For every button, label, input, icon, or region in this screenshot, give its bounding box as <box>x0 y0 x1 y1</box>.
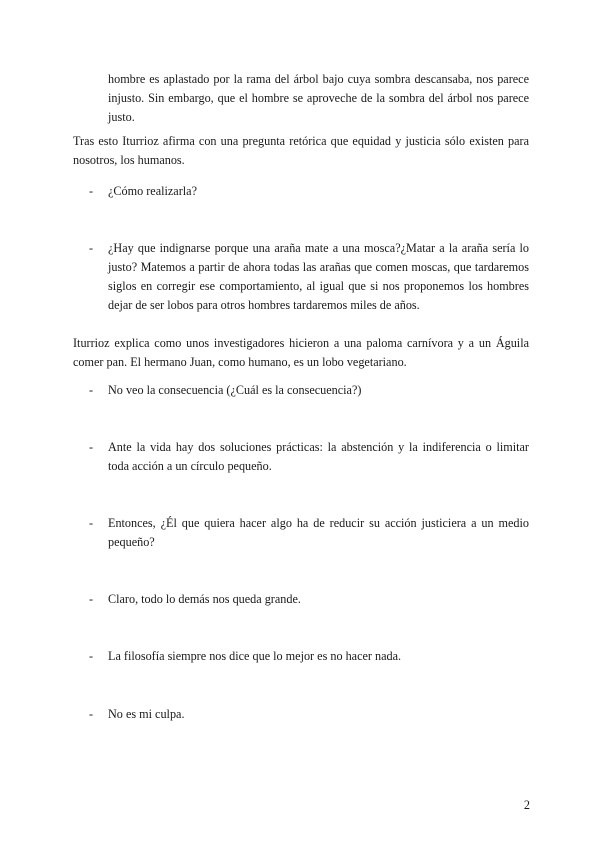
page-number: 2 <box>523 798 530 812</box>
list-dash: - <box>89 649 94 663</box>
list-dash: - <box>89 241 94 255</box>
paragraph-dove-and-eagle: Iturrioz explica como unos investigadores hicieron a una paloma carnívora y a un Águila comer pan. El hermano Juan, como humano, es un lobo vegetariano. <box>73 336 529 369</box>
dialogue-line: La filosofía siempre nos dice que lo mejor es no hacer nada. <box>108 649 402 663</box>
dialogue-line: Claro, todo lo demás nos queda grande. <box>108 592 301 606</box>
list-dash: - <box>89 707 94 721</box>
paragraph-rhetorical-question: Tras esto Iturrioz afirma con una pregunta retórica que equidad y justicia sólo existen para nosotros, los humanos. <box>73 134 529 167</box>
dialogue-line: Ante la vida hay dos soluciones prácticas: la abstención y la indiferencia o limitar toda acción a un círculo pequeño. <box>108 440 529 473</box>
quote-continuation: hombre es aplastado por la rama del árbol bajo cuya sombra descansaba, nos parece injusto. Sin embargo, que el hombre se aproveche de la sombra del árbol nos parece justo. <box>108 72 529 124</box>
dialogue-line: Entonces, ¿Él que quiera hacer algo ha de reducir su acción justiciera a un medio pequeño? <box>108 516 529 549</box>
dialogue-line: No es mi culpa. <box>108 707 185 721</box>
dialogue-line: No veo la consecuencia (¿Cuál es la consecuencia?) <box>108 383 362 397</box>
list-dash: - <box>89 516 94 530</box>
list-dash: - <box>89 184 94 198</box>
dialogue-line: ¿Hay que indignarse porque una araña mate a una mosca?¿Matar a la araña sería lo justo? Matemos a partir de ahora todas las arañas que comen moscas, que tardaremos siglos en corregir ese comportamiento, al igual que si nos proponemos los hombres dejar de ser lobos para otros hombres tardaremos miles de años. <box>108 241 529 312</box>
dialogue-line: ¿Cómo realizarla? <box>108 184 197 198</box>
list-dash: - <box>89 383 94 397</box>
list-dash: - <box>89 592 94 606</box>
list-dash: - <box>89 440 94 454</box>
